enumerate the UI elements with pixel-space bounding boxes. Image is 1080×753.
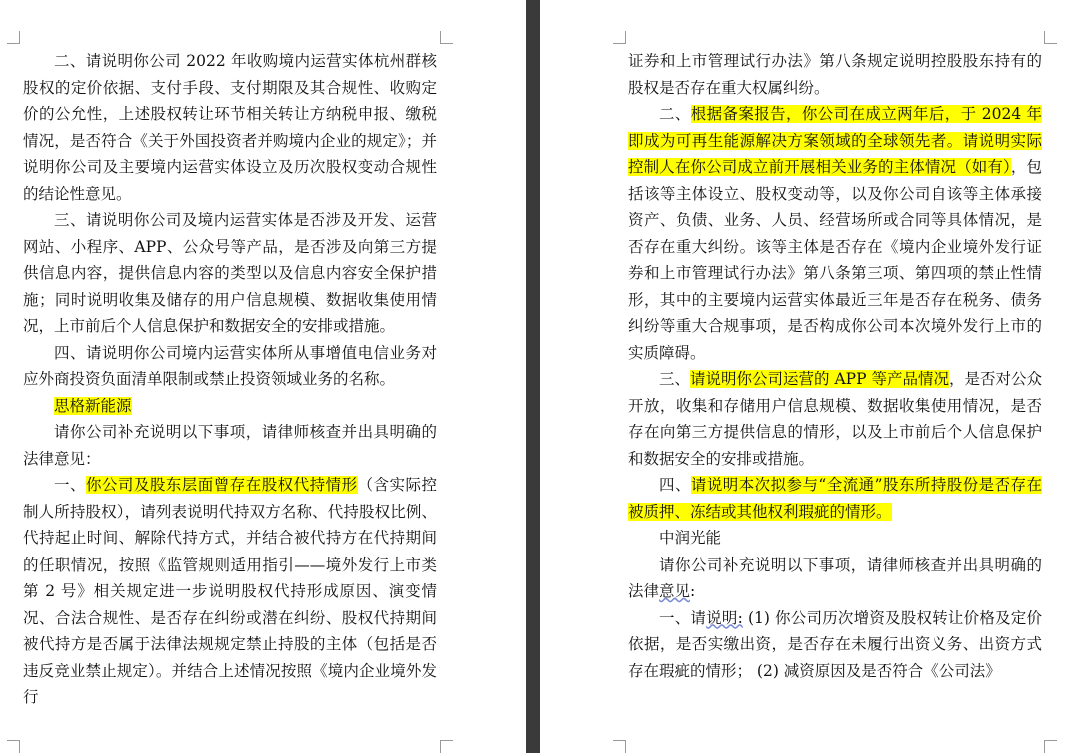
highlighted-company-name: 思格新能源 bbox=[54, 396, 132, 415]
question-1: 一、请说明: (1) 你公司历次增资及股权转让价格及定价依据，是否实缴出资，是否存在未履行出资义务、出资方式存在瑕疵的情形； (2) 减资原因及是否符合《公司法》 bbox=[628, 608, 1042, 680]
company-heading: 中润光能 bbox=[659, 529, 722, 547]
highlighted-text: 根据备案报告，你公司在成立两年后，于 2024 年即成为可再生能源解决方案领域的全球领先者。请说明实际控制人在你公司成立前开展相关业务的主体情况（如有） bbox=[628, 105, 1042, 176]
crop-mark-bottom-left bbox=[7, 740, 20, 753]
crop-mark-bottom-right bbox=[440, 740, 453, 753]
crop-mark-bottom-left bbox=[613, 740, 626, 753]
highlighted-text: 你公司及股东层面曾存在股权代持情形 bbox=[85, 476, 358, 494]
crop-mark-top-right bbox=[440, 31, 453, 44]
underlined-word: 说明: bbox=[706, 608, 743, 627]
question-2: 二、根据备案报告，你公司在成立两年后，于 2024 年即成为可再生能源解决方案领域的全球领先者。请说明实际控制人在你公司成立前开展相关业务的主体情况（如有），包括该等主体设立、股权变动等，以及你公司自该等主体承接资产、负债、业务、人员、经营场所或合同等具体情况，是否存在重大纠纷。该等主体是否存在《境内企业境外发行证券和上市管理试行办法》第八条第三项、第四项的禁止性情形，其中的主要境内运营实体最近三年是否存在税务、债务纠纷等重大合规事项，是否构成你公司本次境外发行上市的实质障碍。 bbox=[628, 105, 1042, 362]
paragraph-item-4: 四、请说明你公司境内运营实体所从事增值电信业务对应外商投资负面清单限制或禁止投资领域业务的名称。 bbox=[23, 343, 437, 388]
left-page-text[interactable] bbox=[23, 48, 437, 711]
paragraph-item-2: 二、请说明你公司 2022 年收购境内运营实体杭州群核股权的定价依据、支付手段、支付期限及其合规性、收购定价的公允性，上述股权转让环节相关转让方纳税申报、缴税情况，是否符合《关于外国投资者并购境内企业的规定》；并说明你公司及主要境内运营实体设立及历次股权变动合规性的结论性意见。 bbox=[23, 52, 437, 203]
question-4: 四、请说明本次拟参与“全流通”股东所持股份是否存在被质押、冻结或其他权利瑕疵的情形。 bbox=[628, 476, 1042, 521]
page-divider bbox=[526, 0, 540, 753]
question-3: 三、请说明你公司运营的 APP 等产品情况，是否对公众开放，收集和存储用户信息规模、数据收集使用情况，是否存在向第三方提供信息的情形，以及上市前后个人信息保护和数据安全的安排或措施。 bbox=[628, 370, 1042, 468]
crop-mark-bottom-right bbox=[1044, 740, 1057, 753]
document-page-right bbox=[540, 0, 1080, 753]
right-page-text[interactable] bbox=[628, 48, 1042, 684]
intro-paragraph: 请你公司补充说明以下事项，请律师核查并出具明确的法律意见: bbox=[628, 555, 1042, 600]
crop-mark-top-right bbox=[1044, 31, 1057, 44]
document-page-left bbox=[0, 0, 526, 753]
crop-mark-top-left bbox=[613, 31, 626, 44]
underlined-word: 意见 bbox=[659, 582, 691, 600]
continued-paragraph: 证券和上市管理试行办法》第八条规定说明控股股东持有的股权是否存在重大权属纠纷。 bbox=[628, 52, 1042, 97]
company-heading bbox=[23, 393, 437, 420]
highlighted-text: 请说明你公司运营的 APP 等产品情况 bbox=[690, 370, 949, 388]
question-1: 一、你公司及股东层面曾存在股权代持情形（含实际控制人所持股权），请列表说明代持双方名称、代持股权比例、代持起止时间、解除代持方式，并结合被代持方在代持期间的任职情况，按照《监管规则适用指引——境外发行上市类第 2 号》相关规定进一步说明股权代持形成原因、演变情况、合法合规性、是否存在纠纷或潜在纠纷、股权代持期间被代持方是否属于法律法规规定禁止持股的主体（包括是否违反竞业禁止规定）。并结合上述情况按照《境内企业境外发行 bbox=[23, 476, 437, 706]
intro-paragraph: 请你公司补充说明以下事项，请律师核查并出具明确的法律意见： bbox=[23, 423, 437, 468]
crop-mark-top-left bbox=[7, 31, 20, 44]
paragraph-item-3: 三、请说明你公司及境内运营实体是否涉及开发、运营网站、小程序、APP、公众号等产品，是否涉及向第三方提供信息内容，提供信息内容的类型以及信息内容安全保护措施；同时说明收集及储存的用户信息规模、数据收集使用情况，上市前后个人信息保护和数据安全的安排或措施。 bbox=[23, 211, 437, 335]
highlighted-text: 请说明本次拟参与“全流通”股东所持股份是否存在被质押、冻结或其他权利瑕疵的情形。 bbox=[628, 476, 1042, 521]
